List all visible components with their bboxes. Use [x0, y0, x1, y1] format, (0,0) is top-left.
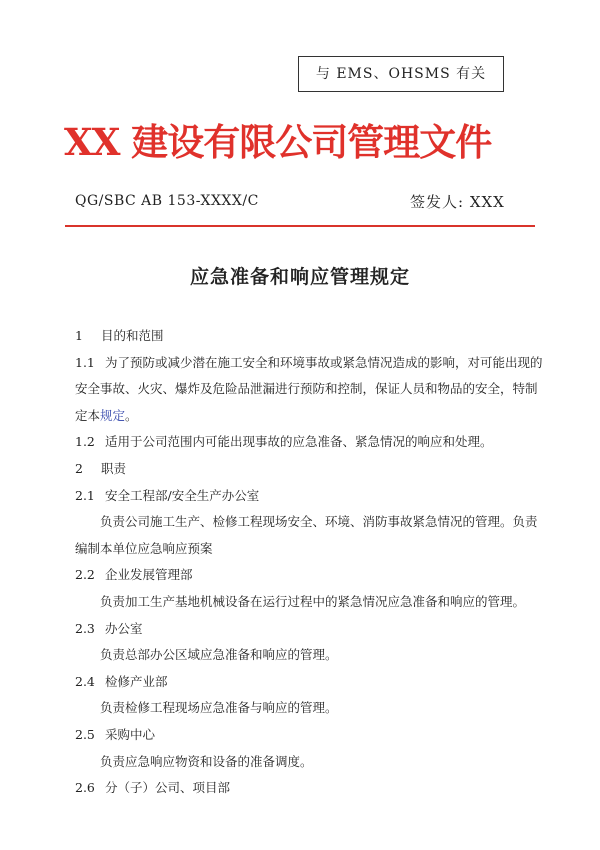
subsection-heading [75, 775, 535, 802]
highlighted-term: 规定 [100, 407, 126, 423]
section-heading [75, 456, 535, 483]
section-heading [75, 323, 535, 350]
subsection-title: 安全工程部/安全生产办公室 [105, 487, 260, 503]
subsection-title: 企业发展管理部 [105, 567, 193, 583]
paragraph-text: 。 [125, 407, 138, 423]
document-body [75, 323, 543, 802]
paragraph-line: 负责应急响应物资和设备的准备调度。 [100, 753, 313, 769]
paragraph-line: 负责检修工程现场应急准备与响应的管理。 [100, 700, 338, 716]
paragraph-text: 定本 [75, 407, 101, 423]
paragraph-line: 编制本单位应急响应预案 [75, 540, 213, 556]
section-number: 2 [75, 460, 83, 476]
section-title: 目的和范围 [101, 328, 164, 343]
paragraph-line [75, 350, 543, 377]
paragraph-text: 为了预防或减少潜在施工安全和环境事故或紧急情况造成的影响，对可能出现的 [105, 354, 543, 370]
subsection-title: 办公室 [105, 620, 143, 636]
section-number: 1 [75, 328, 83, 343]
section-number: 2.1 [75, 487, 95, 503]
subsection-heading [75, 483, 535, 510]
paragraph-line: 负责加工生产基地机械设备在运行过程中的紧急情况应急准备和响应的管理。 [100, 593, 526, 609]
paragraph-line: 安全事故、火灾、爆炸及危险品泄漏进行预防和控制，保证人员和物品的安全，特制 [75, 381, 538, 397]
subsection-title: 分（子）公司、项目部 [105, 780, 231, 796]
section-number: 2.2 [75, 567, 95, 583]
subsection-heading [75, 616, 535, 643]
company-title: XX 建设有限公司管理文件 [64, 120, 492, 164]
section-title: 职责 [101, 460, 127, 476]
section-number: 2.4 [75, 673, 95, 689]
subsection-heading [75, 669, 535, 696]
section-number: 2.5 [75, 726, 95, 742]
paragraph-line: 负责总部办公区域应急准备和响应的管理。 [100, 647, 338, 663]
section-number: 1.2 [75, 434, 95, 450]
section-number: 2.3 [75, 620, 95, 636]
subsection-title: 采购中心 [105, 726, 156, 742]
red-divider [65, 225, 535, 227]
subsection-title: 检修产业部 [105, 673, 168, 689]
scope-stamp-box: 与 EMS、OHSMS 有关 [298, 56, 504, 92]
section-number: 1.1 [75, 354, 95, 370]
section-number: 2.6 [75, 780, 95, 796]
signer: 签发人: XXX [410, 193, 505, 211]
subsection-heading [75, 562, 535, 589]
paragraph-line: 负责公司施工生产、检修工程现场安全、环境、消防事故紧急情况的管理。负责 [100, 514, 538, 530]
paragraph-text: 适用于公司范围内可能出现事故的应急准备、紧急情况的响应和处理。 [105, 434, 493, 450]
subsection-heading [75, 722, 535, 749]
document-code: QG/SBC AB 153-XXXX/C [75, 193, 259, 209]
paragraph-line [75, 403, 535, 430]
document-title: 应急准备和响应管理规定 [189, 266, 410, 288]
paragraph-line [75, 429, 535, 456]
